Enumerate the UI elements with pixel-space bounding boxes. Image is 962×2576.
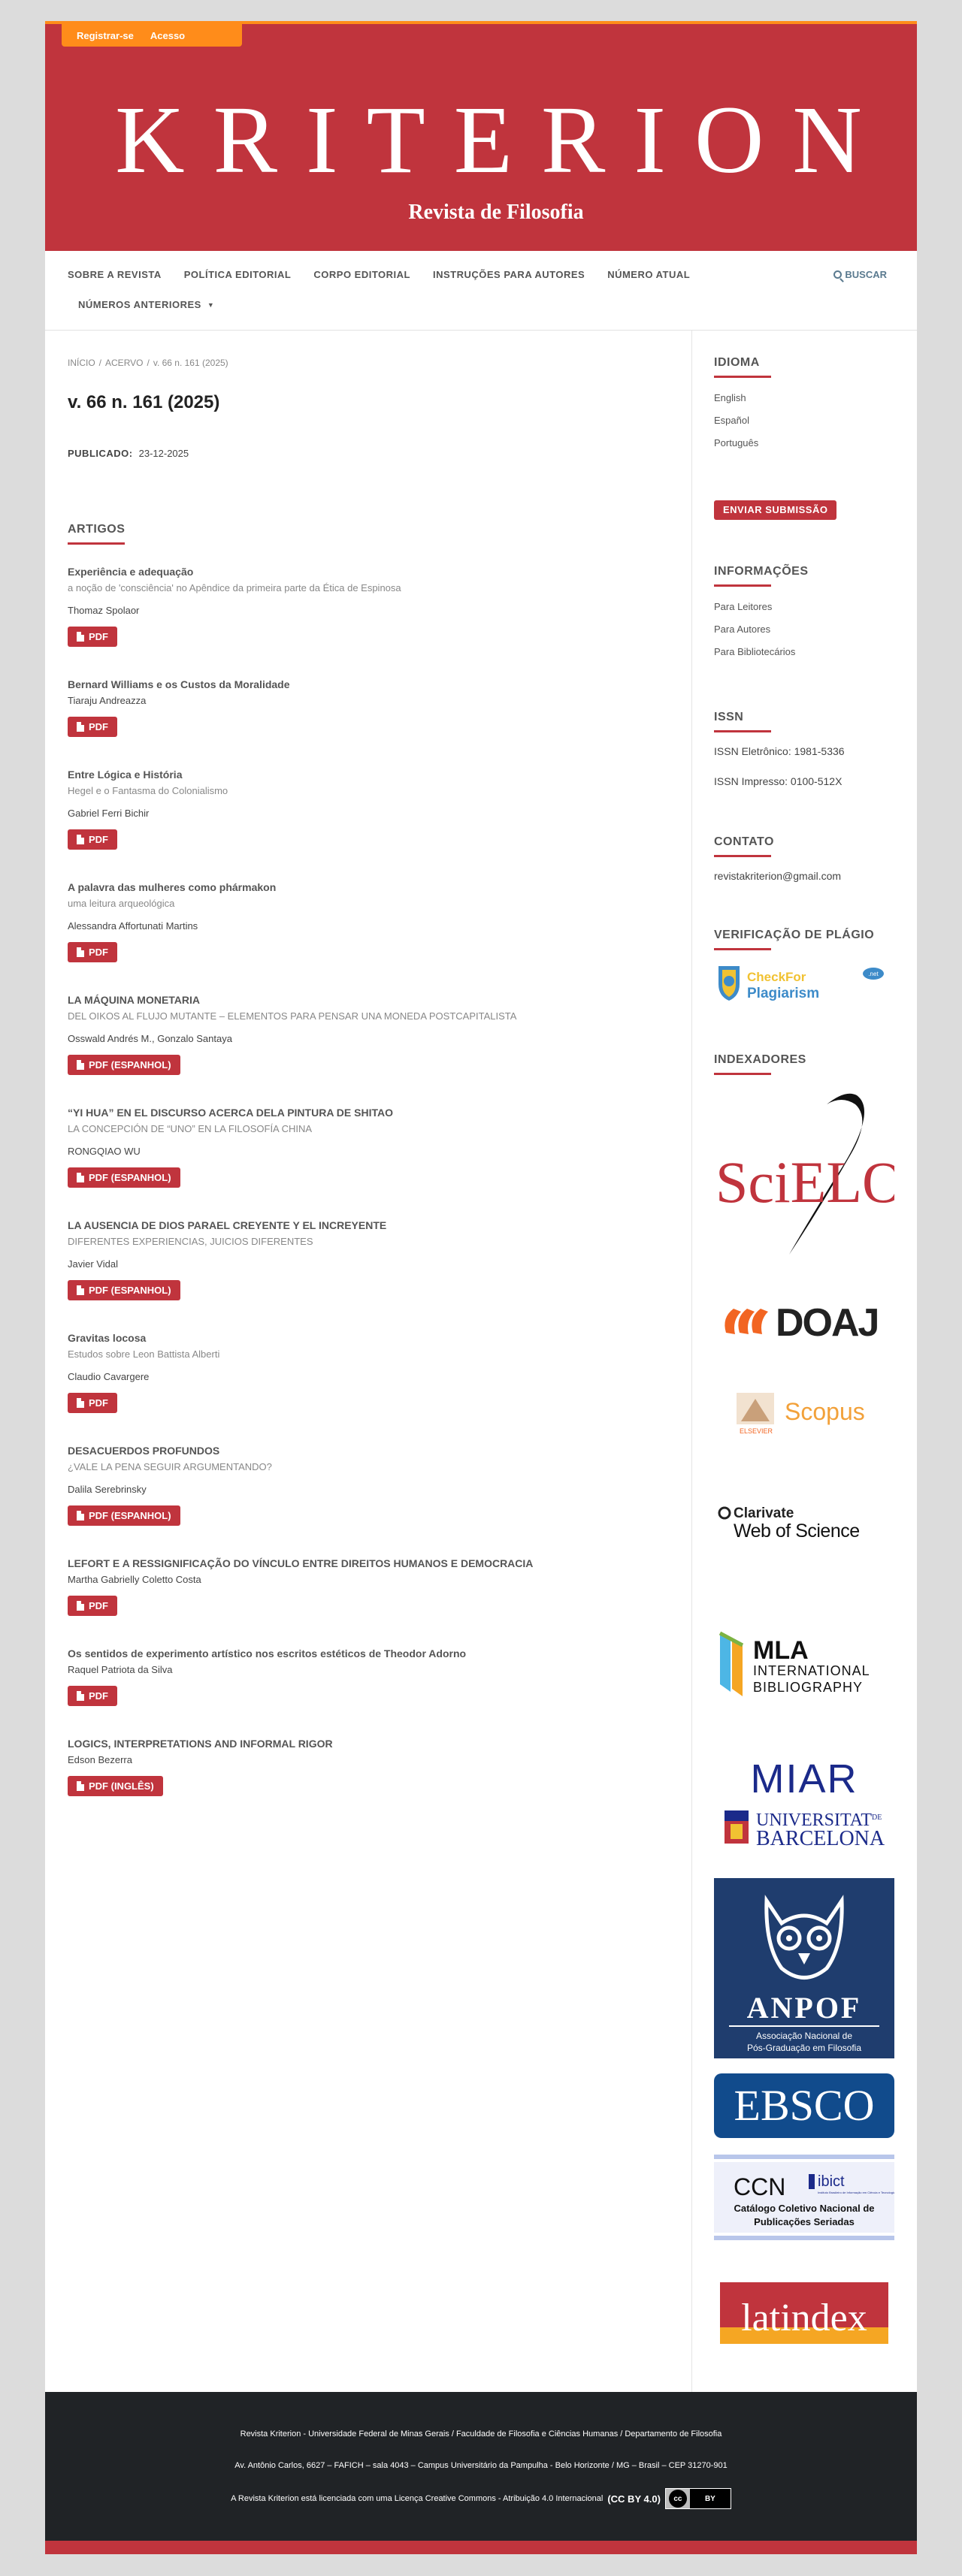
article-subtitle: DIFERENTES EXPERIENCIAS, JUICIOS DIFERENTES	[68, 1236, 313, 1247]
article-title[interactable]: LA MÁQUINA MONETARIA	[68, 994, 201, 1006]
article-authors: Osswald Andrés M., Gonzalo Santaya	[68, 1033, 232, 1044]
register-link[interactable]: Registrar-se	[77, 29, 134, 41]
contact-heading: CONTATO	[714, 835, 894, 857]
language-english[interactable]: English	[714, 392, 746, 403]
file-icon	[77, 1781, 84, 1791]
nav-item-editorial-policy[interactable]: POLÍTICA EDITORIAL	[183, 269, 292, 280]
pdf-button[interactable]	[68, 1393, 117, 1413]
article-authors: Gabriel Ferri Bichir	[68, 808, 150, 819]
footer-license-text: A Revista Kriterion está licenciada com uma Licença Creative Commons - Atribuição 4.0 Internacional	[231, 2494, 604, 2503]
login-link[interactable]: Acesso	[150, 29, 186, 41]
breadcrumb-current: v. 66 n. 161 (2025)	[153, 358, 228, 368]
info-link-readers[interactable]: Para Leitores	[714, 601, 773, 612]
universitat-barcelona-logo-icon	[714, 1806, 894, 1851]
ub-logo-de: DE	[872, 1813, 882, 1822]
ccn-logo-text: CCN	[734, 2173, 786, 2200]
scielo-logo[interactable]	[714, 1089, 894, 1262]
scielo-logo-icon	[714, 1089, 894, 1262]
clarivate-logo-icon	[714, 1493, 894, 1546]
ibict-logo-text: ibict	[818, 2173, 845, 2190]
nav-item-previous-issues-label[interactable]: NÚMEROS ANTERIORES	[78, 299, 201, 310]
article-title[interactable]: Experiência e adequação	[68, 566, 194, 578]
cc-by-badge[interactable]	[665, 2488, 731, 2509]
pdf-button-label: PDF	[89, 1690, 108, 1702]
footer	[45, 2392, 917, 2541]
article-subtitle: LA CONCEPCIÓN DE “UNO” EN LA FILOSOFÍA CHINA	[68, 1123, 313, 1134]
doaj-logo-icon	[714, 1295, 894, 1348]
miar-logo-text: MIAR	[750, 1758, 858, 1800]
file-icon	[77, 1285, 84, 1295]
footer-address: Av. Antônio Carlos, 6627 – FAFICH – sala 4043 – Campus Universitário da Pampulha - Belo Horizonte / MG – Brasil – CEP 31270-901	[234, 2461, 728, 2470]
breadcrumb: INÍCIO / ACERVO / v. 66 n. 161 (2025)	[68, 358, 228, 368]
search-label: BUSCAR	[845, 269, 887, 280]
file-icon	[77, 1398, 84, 1408]
plagiarism-heading: VERIFICAÇÃO DE PLÁGIO	[714, 929, 894, 950]
nav-item-about[interactable]: SOBRE A REVISTA	[68, 269, 162, 280]
creative-commons-icon: cc	[669, 2490, 687, 2508]
article-authors: Javier Vidal	[68, 1258, 118, 1270]
file-icon	[77, 722, 84, 732]
issue-title: v. 66 n. 161 (2025)	[68, 392, 220, 412]
article-title[interactable]: Bernard Williams e os Custos da Moralidade	[68, 678, 290, 690]
article-item	[68, 1444, 691, 1526]
anpof-logo-sub1: Associação Nacional de	[755, 2031, 853, 2041]
pdf-button[interactable]	[68, 942, 117, 962]
pdf-button-label: PDF (ESPANHOL)	[89, 1285, 171, 1296]
plagiarism-logo-badge: .net	[868, 971, 879, 977]
article-subtitle: DEL OIKOS AL FLUJO MUTANTE – ELEMENTOS PARA PENSAR UNA MONEDA POSTCAPITALISTA	[68, 1010, 517, 1022]
page	[45, 21, 917, 2554]
mla-logo-sub2: BIBLIOGRAPHY	[753, 1680, 864, 1695]
submit-button[interactable]: ENVIAR SUBMISSÃO	[714, 500, 836, 520]
article-authors: Edson Bezerra	[68, 1754, 132, 1765]
doaj-logo[interactable]	[714, 1295, 894, 1348]
ibict-logo-sub: Instituto Brasileiro de Informação em Ciência e Tecnologia	[818, 2191, 894, 2194]
ebsco-logo-text: EBSCO	[734, 2081, 875, 2130]
pdf-button-label: PDF (ESPANHOL)	[89, 1172, 171, 1183]
article-subtitle: a noção de 'consciência' no Apêndice da primeira parte da Ética de Espinosa	[68, 582, 401, 593]
pdf-button[interactable]	[68, 627, 117, 647]
file-icon	[77, 1060, 84, 1070]
ccn-logo-sub1: Catálogo Coletivo Nacional de	[734, 2203, 875, 2214]
article-item	[68, 1647, 691, 1706]
miar-logo-icon	[714, 1758, 894, 1800]
sidebar-divider	[691, 331, 692, 2404]
ub-logo-line1: UNIVERSITAT	[756, 1810, 873, 1830]
anpof-logo-sub2: Pós-Graduação em Filosofia	[746, 2043, 862, 2053]
file-icon	[77, 1173, 84, 1182]
pdf-button-label: PDF (INGLÊS)	[89, 1780, 154, 1792]
search-link[interactable]	[833, 269, 887, 280]
pdf-button[interactable]	[68, 829, 117, 850]
ub-logo[interactable]	[714, 1806, 894, 1851]
nav-item-previous-issues[interactable]	[78, 299, 214, 310]
article-title[interactable]: LA AUSENCIA DE DIOS PARAEL CREYENTE Y EL INCREYENTE	[68, 1219, 387, 1231]
article-item	[68, 993, 691, 1075]
language-spanish[interactable]: Español	[714, 415, 749, 426]
article-item	[68, 1219, 691, 1300]
doaj-logo-text: DOAJ	[776, 1301, 879, 1345]
article-subtitle: Hegel e o Fantasma do Colonialismo	[68, 785, 228, 796]
breadcrumb-archive[interactable]: ACERVO	[105, 358, 144, 368]
pdf-button-label: PDF	[89, 1600, 108, 1611]
anpof-owl-logo-icon	[714, 1878, 894, 2058]
search-icon	[833, 270, 842, 279]
article-authors: Martha Gabrielly Coletto Costa	[68, 1574, 201, 1585]
checkforplagiarism-logo-icon	[714, 960, 887, 1005]
issn-electronic: ISSN Eletrônico: 1981-5336	[714, 745, 845, 757]
plagiarism-logo-line1: CheckFor	[747, 970, 806, 984]
ccn-logo-sub2: Publicações Seriadas	[754, 2216, 855, 2227]
plagiarism-logo-line2: Plagiarism	[747, 986, 820, 1001]
scopus-logo-text: Scopus	[785, 1398, 865, 1425]
issn-heading: ISSN	[714, 711, 894, 732]
article-subtitle: ¿VALE LA PENA SEGUIR ARGUMENTANDO?	[68, 1461, 272, 1472]
footer-institution: Revista Kriterion - Universidade Federal de Minas Gerais / Faculdade de Filosofia e Ciências Humanas / Departamento de Filosofia	[240, 2430, 722, 2439]
article-authors: Claudio Cavargere	[68, 1371, 150, 1382]
web-of-science-logo-text: Web of Science	[734, 1521, 860, 1542]
ub-logo-line2: BARCELONA	[756, 1827, 885, 1850]
anpof-logo[interactable]	[714, 1878, 894, 2058]
article-authors: Alessandra Affortunati Martins	[68, 920, 198, 932]
article-authors: Raquel Patriota da Silva	[68, 1664, 173, 1675]
user-bar	[62, 24, 242, 47]
latindex-logo-text: latindex	[741, 2297, 867, 2339]
latindex-logo[interactable]	[714, 2282, 894, 2345]
article-item	[68, 880, 691, 962]
scopus-logo-icon	[714, 1382, 894, 1442]
article-item	[68, 678, 691, 737]
pdf-button-label: PDF (ESPANHOL)	[89, 1510, 171, 1521]
ebsco-logo[interactable]	[714, 2073, 894, 2138]
pdf-button-label: PDF	[89, 1397, 108, 1409]
info-link-librarians[interactable]: Para Bibliotecários	[714, 646, 796, 657]
journal-tagline: Revista de Filosofia	[408, 201, 584, 224]
attribution-icon: BY	[690, 2489, 731, 2508]
breadcrumb-home[interactable]: INÍCIO	[68, 358, 95, 368]
nav-item-author-guidelines[interactable]: INSTRUÇÕES PARA AUTORES	[433, 269, 585, 280]
article-item	[68, 1557, 691, 1616]
pdf-button[interactable]	[68, 1686, 117, 1706]
pdf-button-label: PDF	[89, 631, 108, 642]
article-subtitle: uma leitura arqueológica	[68, 898, 175, 909]
article-title[interactable]: LEFORT E A RESSIGNIFICAÇÃO DO VÍNCULO ENTRE DIREITOS HUMANOS E DEMOCRACIA	[68, 1557, 534, 1569]
ccn-logo-icon	[714, 2155, 894, 2240]
clarivate-logo-text: Clarivate	[734, 1505, 794, 1521]
mla-logo-text: MLA	[753, 1636, 809, 1665]
pdf-button[interactable]	[68, 717, 117, 737]
file-icon	[77, 947, 84, 957]
article-authors: Thomaz Spolaor	[68, 605, 140, 616]
file-icon	[77, 1511, 84, 1521]
published-date	[68, 448, 189, 459]
pdf-button[interactable]	[68, 1055, 180, 1075]
pdf-button[interactable]	[68, 1596, 117, 1616]
mla-logo-sub1: INTERNATIONAL	[753, 1663, 870, 1678]
nav-item-editorial-board[interactable]: CORPO EDITORIAL	[313, 269, 410, 280]
article-title[interactable]: A palavra das mulheres como phármakon	[68, 881, 277, 893]
pdf-button[interactable]	[68, 1167, 180, 1188]
article-authors: RONGQIAO WU	[68, 1146, 141, 1157]
ebsco-logo-icon	[714, 2073, 894, 2138]
pdf-button-label: PDF	[89, 834, 108, 845]
pdf-button[interactable]	[68, 1280, 180, 1300]
indexers-heading: INDEXADORES	[714, 1053, 894, 1075]
article-title[interactable]: Gravitas locosa	[68, 1332, 147, 1344]
ccn-logo[interactable]	[714, 2155, 894, 2240]
issn-print: ISSN Impresso: 0100-512X	[714, 775, 843, 787]
footer-license-code[interactable]: (CC BY 4.0)	[607, 2493, 661, 2505]
chevron-down-icon: ▼	[207, 300, 214, 309]
journal-logo[interactable]: KRITERION	[115, 86, 891, 193]
file-icon	[77, 632, 84, 642]
web-of-science-logo[interactable]	[714, 1493, 894, 1546]
article-subtitle: Estudos sobre Leon Battista Alberti	[68, 1348, 220, 1360]
article-item	[68, 1331, 691, 1413]
article-item	[68, 768, 691, 850]
miar-logo[interactable]	[714, 1758, 894, 1800]
scielo-logo-text: SciELO	[715, 1149, 894, 1215]
mla-logo[interactable]	[714, 1626, 894, 1701]
articles-heading: ARTIGOS	[68, 523, 125, 545]
info-link-authors[interactable]: Para Autores	[714, 624, 771, 635]
article-title[interactable]: LOGICS, INTERPRETATIONS AND INFORMAL RIGOR	[68, 1738, 333, 1750]
article-title[interactable]: “YI HUA” EN EL DISCURSO ACERCA DELA PINTURA DE SHITAO	[68, 1107, 393, 1119]
article-title[interactable]: Entre Lógica e História	[68, 769, 183, 781]
scopus-publisher-text: ELSEVIER	[740, 1427, 773, 1435]
pdf-button[interactable]	[68, 1776, 163, 1796]
pdf-button-label: PDF	[89, 721, 108, 732]
masthead	[45, 24, 917, 251]
pdf-button[interactable]	[68, 1505, 180, 1526]
article-authors: Tiaraju Andreazza	[68, 695, 147, 706]
nav-item-current-issue[interactable]: NÚMERO ATUAL	[607, 269, 691, 280]
article-item	[68, 1737, 691, 1796]
pdf-button-label: PDF	[89, 947, 108, 958]
article-authors: Dalila Serebrinsky	[68, 1484, 147, 1495]
plagiarism-logo[interactable]	[714, 960, 887, 1005]
footer-license	[45, 2488, 917, 2509]
info-heading: INFORMAÇÕES	[714, 565, 894, 587]
bottom-accent-bar	[45, 2541, 917, 2554]
published-value: 23-12-2025	[138, 448, 189, 459]
published-label: PUBLICADO:	[68, 448, 133, 459]
article-item	[68, 565, 691, 647]
language-heading: IDIOMA	[714, 356, 894, 378]
article-title[interactable]: Os sentidos de experimento artístico nos escritos estéticos de Theodor Adorno	[68, 1647, 467, 1659]
article-title[interactable]: DESACUERDOS PROFUNDOS	[68, 1445, 220, 1457]
file-icon	[77, 1601, 84, 1611]
mla-logo-icon	[714, 1626, 894, 1701]
anpof-logo-text: ANPOF	[746, 1991, 862, 2025]
primary-nav	[45, 251, 917, 331]
contact-email[interactable]: revistakriterion@gmail.com	[714, 870, 842, 882]
latindex-logo-icon	[714, 2282, 894, 2345]
scopus-logo[interactable]	[714, 1382, 894, 1442]
article-item	[68, 1106, 691, 1188]
file-icon	[77, 1691, 84, 1701]
language-portuguese[interactable]: Português	[714, 437, 759, 448]
pdf-button-label: PDF (ESPANHOL)	[89, 1059, 171, 1071]
file-icon	[77, 835, 84, 844]
